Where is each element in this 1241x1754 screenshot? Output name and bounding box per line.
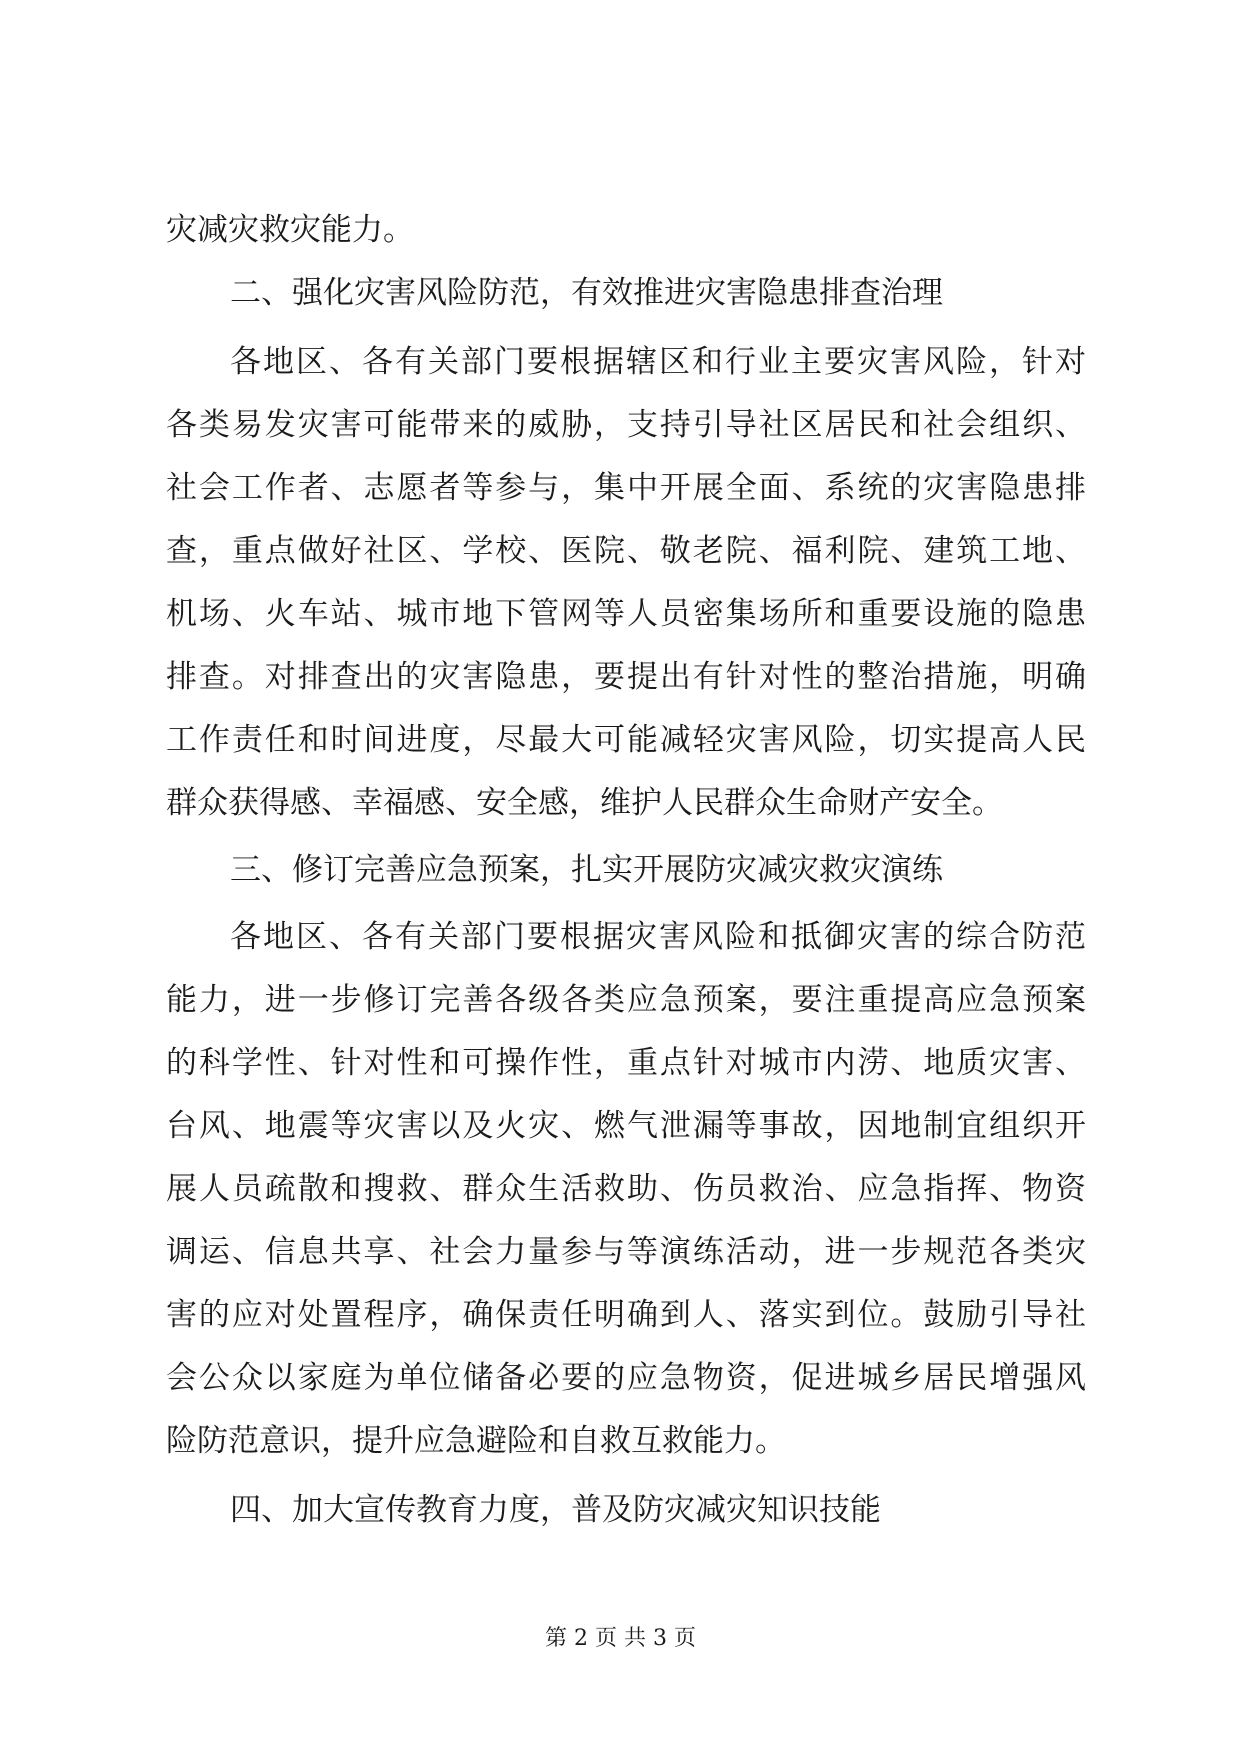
paragraph-line: 调运、信息共享、社会力量参与等演练活动，进一步规范各类灾 — [166, 1234, 1086, 1270]
section-heading: 二、强化灾害风险防范，有效推进灾害隐患排查治理 — [230, 275, 943, 311]
paragraph-line: 各类易发灾害可能带来的威胁，支持引导社区居民和社会组织、 — [166, 407, 1086, 443]
paragraph-line: 机场、火车站、城市地下管网等人员密集场所和重要设施的隐患 — [166, 596, 1086, 632]
paragraph-line: 查，重点做好社区、学校、医院、敬老院、福利院、建筑工地、 — [166, 533, 1086, 569]
section-heading: 四、加大宣传教育力度，普及防灾减灾知识技能 — [230, 1492, 881, 1528]
paragraph-line: 的科学性、针对性和可操作性，重点针对城市内涝、地质灾害、 — [166, 1045, 1086, 1081]
paragraph-line: 各地区、各有关部门要根据辖区和行业主要灾害风险，针对 — [230, 344, 1086, 380]
paragraph-line: 展人员疏散和搜救、群众生活救助、伤员救治、应急指挥、物资 — [166, 1171, 1086, 1207]
page-number-footer: 第 2 页 共 3 页 — [545, 1626, 696, 1651]
paragraph-line: 排查。对排查出的灾害隐患，要提出有针对性的整治措施，明确 — [166, 659, 1086, 695]
paragraph-line: 会公众以家庭为单位储备必要的应急物资，促进城乡居民增强风 — [166, 1360, 1086, 1396]
paragraph-line: 群众获得感、幸福感、安全感，维护人民群众生命财产安全。 — [166, 785, 1003, 821]
section-heading: 三、修订完善应急预案，扎实开展防灾减灾救灾演练 — [230, 852, 943, 888]
paragraph-line: 能力，进一步修订完善各级各类应急预案，要注重提高应急预案 — [166, 982, 1086, 1018]
paragraph-line: 灾减灾救灾能力。 — [166, 212, 414, 248]
paragraph-line: 害的应对处置程序，确保责任明确到人、落实到位。鼓励引导社 — [166, 1297, 1086, 1333]
paragraph-line: 险防范意识，提升应急避险和自救互救能力。 — [166, 1423, 786, 1459]
paragraph-line: 各地区、各有关部门要根据灾害风险和抵御灾害的综合防范 — [230, 919, 1086, 955]
paragraph-line: 工作责任和时间进度，尽最大可能减轻灾害风险，切实提高人民 — [166, 722, 1086, 758]
paragraph-line: 社会工作者、志愿者等参与，集中开展全面、系统的灾害隐患排 — [166, 470, 1086, 506]
paragraph-line: 台风、地震等灾害以及火灾、燃气泄漏等事故，因地制宜组织开 — [166, 1108, 1086, 1144]
